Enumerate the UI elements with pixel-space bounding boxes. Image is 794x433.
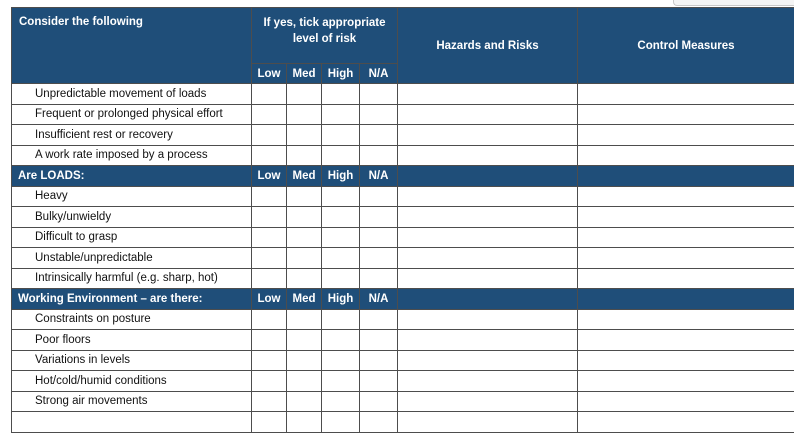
table-row xyxy=(12,248,794,269)
section-header-row xyxy=(12,166,794,187)
tick-na-cell[interactable] xyxy=(360,268,398,289)
item-label xyxy=(12,412,252,433)
item-label: A work rate imposed by a process xyxy=(12,145,252,166)
tick-low-cell[interactable] xyxy=(252,412,287,433)
item-label: Bulky/unwieldy xyxy=(12,207,252,228)
tick-high-cell[interactable] xyxy=(322,104,360,125)
section-header-row xyxy=(12,289,794,310)
tick-na-cell[interactable] xyxy=(360,248,398,269)
tick-low-cell[interactable] xyxy=(252,227,287,248)
header-row xyxy=(12,8,794,64)
section-level-low: Low xyxy=(252,289,287,310)
tick-low-cell[interactable] xyxy=(252,248,287,269)
hazards-cell[interactable] xyxy=(398,227,578,248)
tick-med-cell[interactable] xyxy=(287,371,322,392)
tick-med-cell[interactable] xyxy=(287,330,322,351)
tick-med-cell[interactable] xyxy=(287,227,322,248)
section-title: Are LOADS: xyxy=(12,166,252,187)
item-label: Intrinsically harmful (e.g. sharp, hot) xyxy=(12,268,252,289)
hazards-cell[interactable] xyxy=(398,248,578,269)
controls-cell[interactable] xyxy=(578,125,794,146)
item-label: Heavy xyxy=(12,186,252,207)
tick-med-cell[interactable] xyxy=(287,268,322,289)
tick-na-cell[interactable] xyxy=(360,227,398,248)
tick-med-cell[interactable] xyxy=(287,104,322,125)
item-label: Hot/cold/humid conditions xyxy=(12,371,252,392)
tick-na-cell[interactable] xyxy=(360,145,398,166)
controls-header: Control Measures xyxy=(578,8,794,84)
controls-cell[interactable] xyxy=(578,309,794,330)
tick-high-cell[interactable] xyxy=(322,84,360,105)
hazards-cell[interactable] xyxy=(398,145,578,166)
hazards-header: Hazards and Risks xyxy=(398,8,578,84)
item-label: Strong air movements xyxy=(12,391,252,412)
tick-high-cell[interactable] xyxy=(322,330,360,351)
controls-cell[interactable] xyxy=(578,391,794,412)
tick-high-cell[interactable] xyxy=(322,207,360,228)
tick-med-cell[interactable] xyxy=(287,145,322,166)
window-frame-edge xyxy=(673,0,794,6)
hazards-cell[interactable] xyxy=(398,371,578,392)
tick-low-cell[interactable] xyxy=(252,145,287,166)
table-row xyxy=(12,412,794,433)
risk-level-header: If yes, tick appropriate level of risk xyxy=(252,8,398,64)
item-label: Unstable/unpredictable xyxy=(12,248,252,269)
table-row xyxy=(12,371,794,392)
tick-med-cell[interactable] xyxy=(287,412,322,433)
hazards-cell[interactable] xyxy=(398,330,578,351)
table-row xyxy=(12,227,794,248)
controls-cell[interactable] xyxy=(578,330,794,351)
tick-na-cell[interactable] xyxy=(360,350,398,371)
tick-na-cell[interactable] xyxy=(360,371,398,392)
hazards-cell[interactable] xyxy=(398,84,578,105)
controls-cell[interactable] xyxy=(578,84,794,105)
tick-high-cell[interactable] xyxy=(322,350,360,371)
tick-na-cell[interactable] xyxy=(360,391,398,412)
table-row xyxy=(12,104,794,125)
hazards-cell[interactable] xyxy=(398,125,578,146)
tick-low-cell[interactable] xyxy=(252,391,287,412)
tick-high-cell[interactable] xyxy=(322,186,360,207)
level-high: High xyxy=(322,64,360,84)
table-row xyxy=(12,125,794,146)
controls-cell[interactable] xyxy=(578,104,794,125)
tick-med-cell[interactable] xyxy=(287,186,322,207)
hazards-cell[interactable] xyxy=(398,268,578,289)
tick-med-cell[interactable] xyxy=(287,84,322,105)
tick-low-cell[interactable] xyxy=(252,350,287,371)
section-level-na: N/A xyxy=(360,166,398,187)
tick-med-cell[interactable] xyxy=(287,248,322,269)
table-row xyxy=(12,207,794,228)
table-row xyxy=(12,84,794,105)
level-low: Low xyxy=(252,64,287,84)
tick-na-cell[interactable] xyxy=(360,186,398,207)
controls-cell[interactable] xyxy=(578,186,794,207)
tick-high-cell[interactable] xyxy=(322,391,360,412)
tick-low-cell[interactable] xyxy=(252,84,287,105)
item-label: Poor floors xyxy=(12,330,252,351)
tick-high-cell[interactable] xyxy=(322,227,360,248)
section-level-na: N/A xyxy=(360,289,398,310)
controls-cell[interactable] xyxy=(578,227,794,248)
tick-high-cell[interactable] xyxy=(322,268,360,289)
tick-high-cell[interactable] xyxy=(322,309,360,330)
level-na: N/A xyxy=(360,64,398,84)
tick-med-cell[interactable] xyxy=(287,309,322,330)
controls-cell[interactable] xyxy=(578,145,794,166)
controls-cell[interactable] xyxy=(578,268,794,289)
hazards-cell[interactable] xyxy=(398,412,578,433)
section-controls-blank xyxy=(578,289,794,310)
tick-high-cell[interactable] xyxy=(322,145,360,166)
item-label: Insufficient rest or recovery xyxy=(12,125,252,146)
tick-low-cell[interactable] xyxy=(252,330,287,351)
section-hazards-blank xyxy=(398,289,578,310)
tick-high-cell[interactable] xyxy=(322,125,360,146)
item-label: Variations in levels xyxy=(12,350,252,371)
table-row xyxy=(12,330,794,351)
tick-na-cell[interactable] xyxy=(360,84,398,105)
tick-low-cell[interactable] xyxy=(252,104,287,125)
table-row xyxy=(12,186,794,207)
item-label: Frequent or prolonged physical effort xyxy=(12,104,252,125)
tick-na-cell[interactable] xyxy=(360,207,398,228)
table-row xyxy=(12,268,794,289)
hazards-cell[interactable] xyxy=(398,350,578,371)
tick-low-cell[interactable] xyxy=(252,125,287,146)
tick-high-cell[interactable] xyxy=(322,371,360,392)
controls-cell[interactable] xyxy=(578,207,794,228)
section-level-high: High xyxy=(322,166,360,187)
level-med: Med xyxy=(287,64,322,84)
hazards-cell[interactable] xyxy=(398,207,578,228)
hazards-cell[interactable] xyxy=(398,309,578,330)
section-level-med: Med xyxy=(287,166,322,187)
tick-med-cell[interactable] xyxy=(287,207,322,228)
hazards-cell[interactable] xyxy=(398,186,578,207)
section-level-high: High xyxy=(322,289,360,310)
section-title: Working Environment – are there: xyxy=(12,289,252,310)
section-hazards-blank xyxy=(398,166,578,187)
tick-med-cell[interactable] xyxy=(287,125,322,146)
table-row xyxy=(12,391,794,412)
table-row xyxy=(12,145,794,166)
tick-high-cell[interactable] xyxy=(322,412,360,433)
hazards-cell[interactable] xyxy=(398,104,578,125)
consider-header: Consider the following xyxy=(12,8,252,84)
tick-med-cell[interactable] xyxy=(287,350,322,371)
tick-na-cell[interactable] xyxy=(360,412,398,433)
hazards-cell[interactable] xyxy=(398,391,578,412)
controls-cell[interactable] xyxy=(578,412,794,433)
table-row xyxy=(12,350,794,371)
item-label: Difficult to grasp xyxy=(12,227,252,248)
tick-low-cell[interactable] xyxy=(252,268,287,289)
item-label: Unpredictable movement of loads xyxy=(12,84,252,105)
tick-low-cell[interactable] xyxy=(252,186,287,207)
tick-low-cell[interactable] xyxy=(252,309,287,330)
item-label: Constraints on posture xyxy=(12,309,252,330)
section-level-low: Low xyxy=(252,166,287,187)
tick-med-cell[interactable] xyxy=(287,391,322,412)
section-controls-blank xyxy=(578,166,794,187)
controls-cell[interactable] xyxy=(578,350,794,371)
tick-na-cell[interactable] xyxy=(360,330,398,351)
tick-na-cell[interactable] xyxy=(360,309,398,330)
controls-cell[interactable] xyxy=(578,248,794,269)
section-level-med: Med xyxy=(287,289,322,310)
tick-high-cell[interactable] xyxy=(322,248,360,269)
tick-na-cell[interactable] xyxy=(360,125,398,146)
tick-na-cell[interactable] xyxy=(360,104,398,125)
risk-assessment-table xyxy=(11,7,794,433)
tick-low-cell[interactable] xyxy=(252,207,287,228)
table-row xyxy=(12,309,794,330)
tick-low-cell[interactable] xyxy=(252,371,287,392)
controls-cell[interactable] xyxy=(578,371,794,392)
